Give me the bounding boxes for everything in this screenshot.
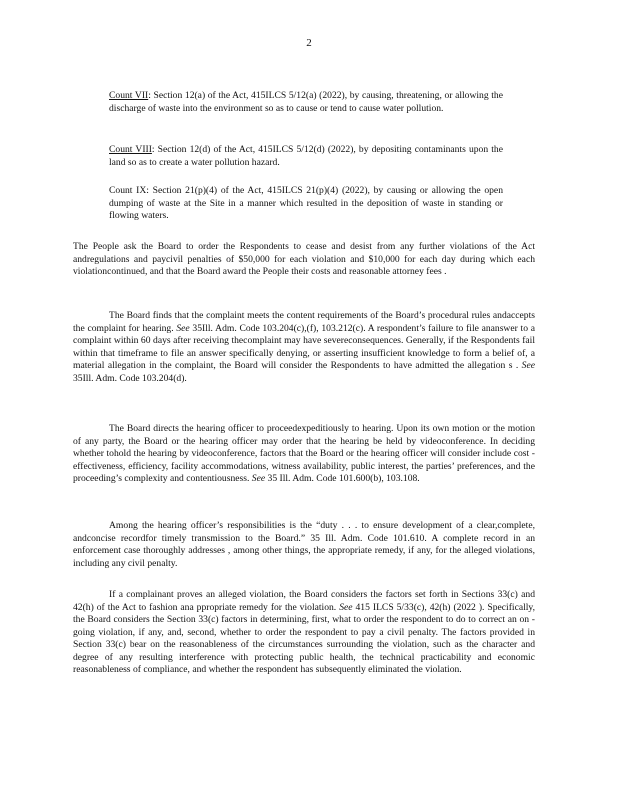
count-text: : Section 21(p)(4) of the Act, 415ILCS 21(p)(4) (2022), by causing or allowing the open dumping of waste at the Site in a manner which resulted in the deposition of waste in standing or flowing waters. [109, 185, 503, 221]
count-heading: Count IX [109, 185, 147, 196]
count-viii [109, 144, 503, 169]
see-signal: See [521, 360, 535, 371]
count-vii [109, 90, 503, 115]
count-heading: Count VII [109, 90, 149, 101]
count-ix [109, 185, 503, 223]
paragraph-text: 35Ill. Adm. Code 103.204(d). [73, 372, 187, 384]
paragraph-complaint [73, 310, 535, 385]
paragraph-hearing [73, 423, 535, 486]
count-text: : Section 12(a) of the Act, 415ILCS 5/12(a) (2022), by causing, threatening, or allowing the discharge of waste into the environment so as to cause or tend to cause water pollution. [109, 90, 503, 114]
paragraph-text: 35Ill. Adm. Code 103.204(c),(f), 103.212(c). A respondent’s failure to file ananswer to a complaint within 60 days after receiving thecomplaint may have severeconsequences. Generally, if the Respondents fail within that timeframe to file an answer specifically denying, or asserting insufficient knowledge to form a belief of, a material allegation in the complaint, the Board will consider the Respondents to have admitted the allegation s . [73, 322, 535, 371]
paragraph-text: The People ask the Board to order the Respondents to cease and desist from any further violations of the Act andregulations and paycivil penalties of $50,000 for each violation and $10,000 for each day during which each violationcontinued, and that the Board award the People their costs and reasonable attorney fees . [73, 241, 535, 277]
paragraph-text: Among the hearing officer’s responsibilities is the “duty . . . to ensure development of a clear,complete, andconcise recordfor timely transmission to the Board.” 35 Ill. Adm. Code 101.610. A complete record in an enforcement case thoroughly addresses , among other things, the appropriate remedy, if any, for the alleged violations, including any civil penalty. [73, 520, 535, 569]
see-signal: See [339, 601, 353, 613]
see-signal: See [251, 473, 266, 484]
paragraph-hearing-officer [73, 520, 535, 570]
page-number: 2 [306, 37, 312, 49]
paragraph-text: 35 Ill. Adm. Code 101.600(b), 103.108. [267, 473, 420, 484]
paragraph-remedy [73, 589, 535, 677]
see-signal: See [176, 322, 190, 334]
paragraph-text: The Board finds that the complaint meets the content requirements of the Board’s procedural rules andaccepts the complaint for hearing. [73, 310, 535, 334]
paragraph-text: If a complainant proves an alleged violation, the Board considers the factors set forth in Sections 33(c) and 42(h) of the Act to fashion ana ppropriate remedy for the violation. [73, 589, 535, 613]
count-heading: Count VIII [109, 144, 152, 155]
paragraph-text: 415 ILCS 5/33(c), 42(h) (2022 ). Specifically, the Board considers the Section 33(c) factors in determining, first, what to order the respondent to do to correct an on -going violation, if any, and, second, whether to order the respondent to pay a civil penalty. The factors provided in Section 33(c) bear on the reasonableness of the circumstances surrounding the violation, such as the character and degree of any resulting interference with protecting public health, the technical practicability and economic reasonableness of compliance, and whether the respondent has subsequently eliminated the violation. [73, 601, 535, 675]
paragraph-text: The Board directs the hearing officer to proceedexpeditiously to hearing. Upon its own motion or the motion of any party, the Board or the hearing officer may order that the hearing be held by videoconference. In deciding whether tohold the hearing by videoconference, factors that the Board or the hearing officer will consider include cost -effectiveness, efficiency, facility accommodations, witness availability, public interest, the parties’ preferences, and the proceeding’s complexity and contentiousness. [73, 423, 535, 484]
paragraph-relief [73, 241, 535, 279]
count-text: : Section 12(d) of the Act, 415ILCS 5/12(d) (2022), by depositing contaminants upon the land so as to create a water pollution hazard. [109, 144, 503, 168]
